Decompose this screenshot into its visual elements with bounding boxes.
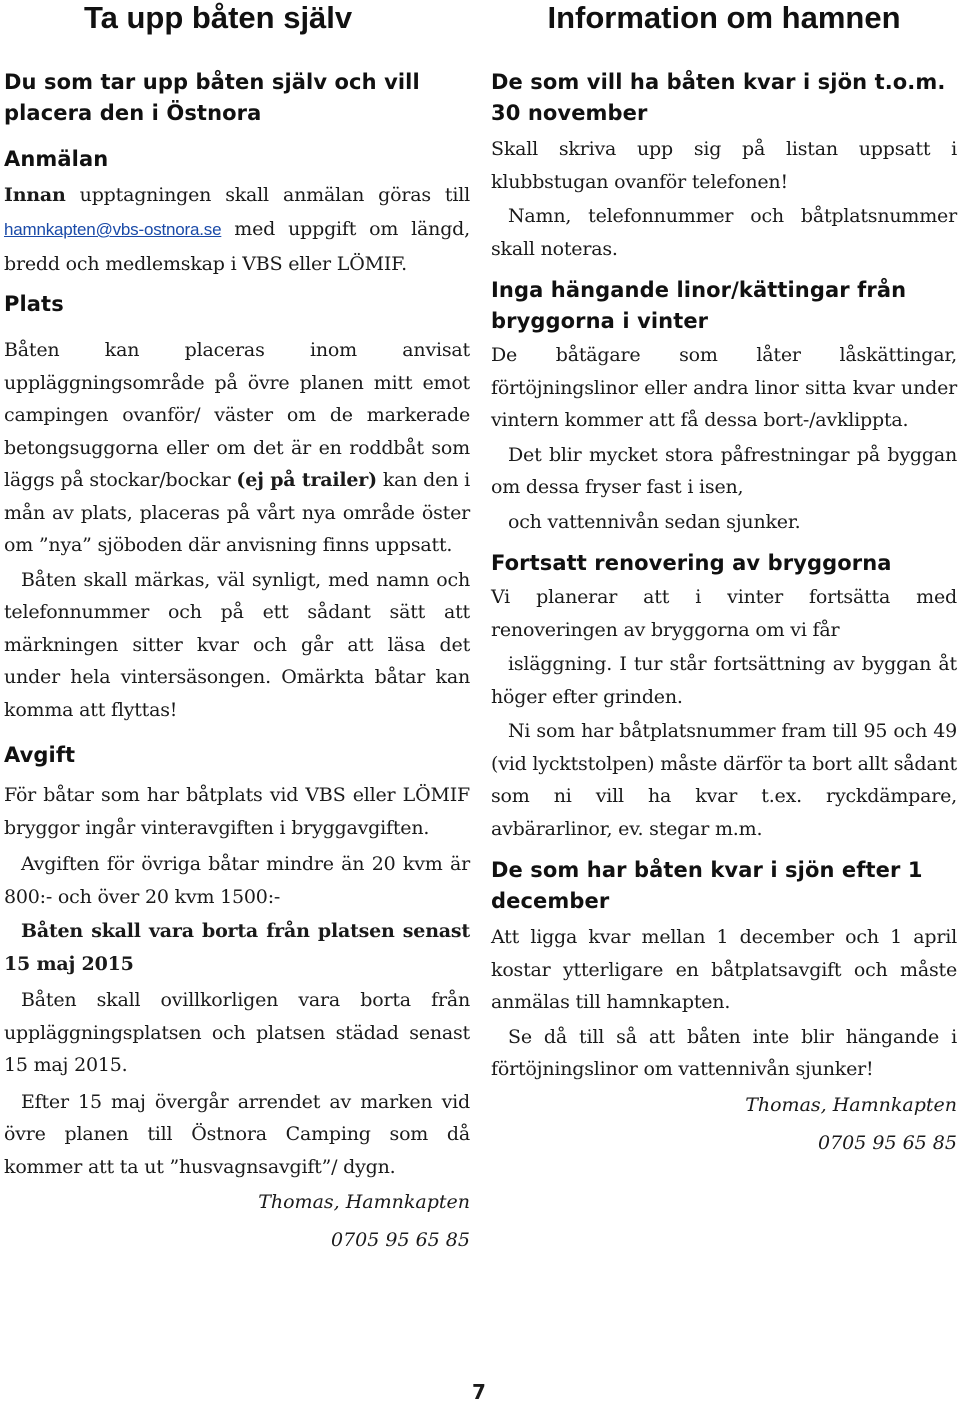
- anmalan-paragraph: [4, 178, 470, 281]
- right-paragraph-9: Att ligga kvar mellan 1 december och 1 april kostar ytterligare en båtplatsavgift och måste anmälas till hamnkapten.: [491, 926, 957, 1013]
- right-heading-1: De som vill ha båten kvar i sjön t.o.m. 30 november: [491, 70, 946, 125]
- left-title: Ta upp båten själv: [84, 0, 353, 35]
- anmalan-text1: upptagningen skall anmälan göras till: [65, 184, 470, 206]
- right-paragraph-2: Namn, telefonnummer och båtplatsnummer skall noteras.: [491, 205, 957, 260]
- right-paragraph-5: och vattennivån sedan sjunker.: [508, 510, 801, 533]
- left-signature: Thomas, Hamnkapten: [258, 1191, 470, 1213]
- plats-paragraph-1: [4, 334, 470, 562]
- left-phone: 0705 95 65 85: [330, 1229, 470, 1251]
- intro-heading: Du som tar upp båten själv och vill placera den i Östnora: [4, 70, 420, 125]
- avgift-paragraph-3: Båten skall ovillkorligen vara borta från uppläggningsplatsen och platsen städad senast 15 maj 2015.: [4, 989, 470, 1076]
- avgift-paragraph-1: För båtar som har båtplats vid VBS eller LÖMIF bryggor ingår vinteravgiften i bryggavgiften.: [4, 784, 470, 839]
- plats-heading: Plats: [4, 292, 64, 316]
- right-paragraph-8: Ni som har båtplatsnummer fram till 95 och 49 (vid lycktstolpen) måste därför ta bort allt sådant som ni vill ha kvar t.ex. ryckdämpare, avbärarlinor, ev. stegar m.m.: [491, 720, 957, 840]
- avgift-heading: Avgift: [4, 743, 76, 767]
- left-column: [4, 0, 470, 1259]
- right-title: Information om hamnen: [547, 0, 901, 35]
- right-paragraph-6: Vi planerar att i vinter fortsätta med renoveringen av bryggorna om vi får: [491, 586, 957, 641]
- right-column: [491, 0, 957, 1162]
- right-signature: Thomas, Hamnkapten: [745, 1093, 957, 1116]
- plats-text-a: Båten kan placeras inom anvisat uppläggningsområde på övre planen mitt emot campingen ovanför/ väster om de markerade betongsuggorna eller om det är en roddbåt som läggs på stockar/bockar: [4, 339, 470, 491]
- avgift-deadline: Båten skall vara borta från platsen senast 15 maj 2015: [4, 920, 470, 975]
- right-paragraph-7: isläggning. I tur står fortsättning av byggan åt höger efter grinden.: [491, 653, 957, 708]
- anmalan-text2: med uppgift om längd, bredd och medlemskap i VBS eller LÖMIF.: [4, 218, 470, 275]
- right-paragraph-4: Det blir mycket stora påfrestningar på byggan om dessa fryser fast i isen,: [491, 443, 957, 498]
- right-paragraph-3: De båtägare som låter låskättingar, förtöjningslinor eller andra linor sitta kvar under vintern kommer att få dessa bort-/avklippta.: [491, 344, 957, 431]
- avgift-paragraph-4: Efter 15 maj övergår arrendet av marken vid övre planen till Östnora Camping som då kommer att ta ut ”husvagnsavgift”/ dygn.: [4, 1090, 470, 1178]
- anmalan-heading: Anmälan: [4, 147, 109, 171]
- page-number: 7: [472, 1380, 486, 1404]
- plats-text-b: kan den i mån av plats, placeras på vårt nya område öster om ”nya” sjöboden där anvisning finns uppsatt.: [4, 469, 470, 556]
- right-heading-4: De som har båten kvar i sjön efter 1 december: [491, 858, 923, 913]
- right-phone: 0705 95 65 85: [817, 1131, 957, 1154]
- right-paragraph-1: Skall skriva upp sig på listan uppsatt i klubbstugan ovanför telefonen!: [491, 138, 957, 193]
- avgift-paragraph-2: Avgiften för övriga båtar mindre än 20 kvm är 800:- och över 20 kvm 1500:-: [4, 853, 470, 908]
- anmalan-bold: Innan: [4, 184, 66, 206]
- plats-paragraph-2: Båten skall märkas, väl synligt, med namn och telefonnummer och på ett sådant sätt att märkningen sitter kvar och går att läsa det under hela vintersäsongen. Omärkta båtar kan komma att flyttas!: [4, 568, 470, 721]
- email-link[interactable]: hamnkapten@vbs-ostnora.se: [4, 220, 222, 239]
- right-paragraph-10: Se då till så att båten inte blir hängande i förtöjningslinor om vattennivån sjunker!: [491, 1025, 957, 1080]
- plats-bold: (ej på trailer): [236, 469, 377, 491]
- right-heading-2: Inga hängande linor/kättingar från bryggorna i vinter: [491, 278, 907, 333]
- right-heading-3: Fortsatt renovering av bryggorna: [491, 551, 892, 575]
